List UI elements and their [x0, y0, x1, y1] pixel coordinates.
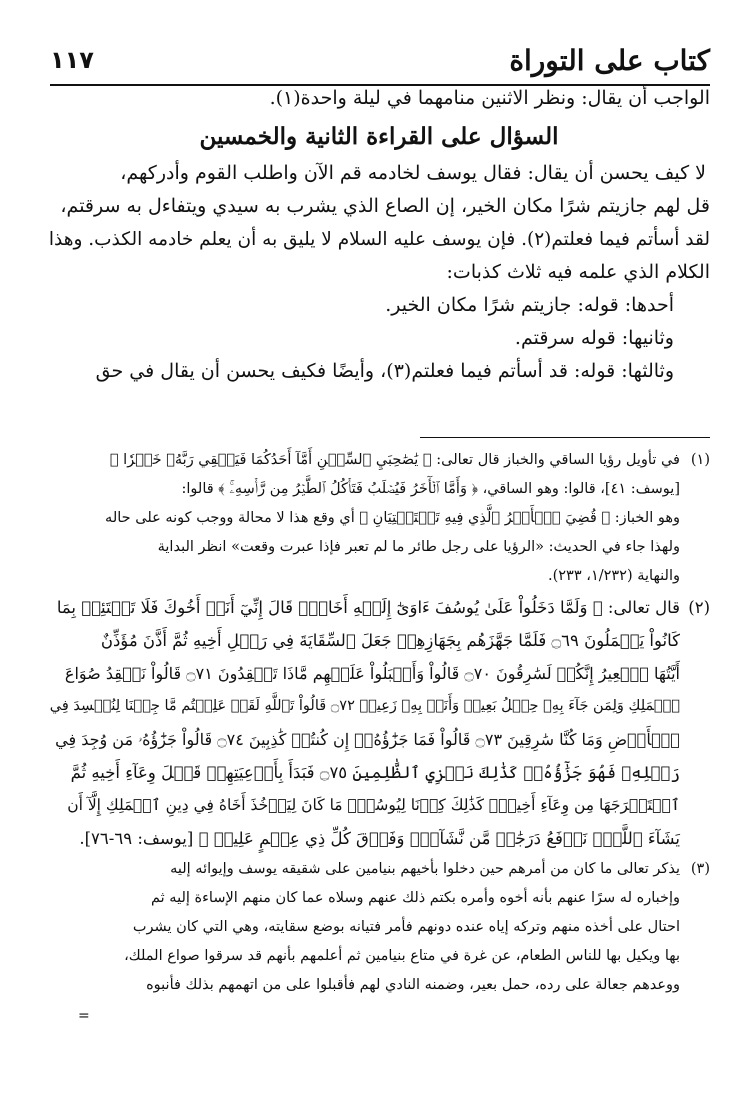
- footnote-line: احتال على أخذه منهم وتركه إياه عنده دونهم فأمر فتيانه بوضع سقايته، وهي التي كان يشرب: [132, 919, 680, 935]
- quran-verse-line: رَحۡلِهِۦ فَهُوَ جَزَٰٓؤُهُۥۚ كَذَٰلِكَ نَجۡزِي ٱلظَّٰلِمِينَ ۝٧٥ فَبَدَأَ بِأَوۡعِيَتِهِمۡ قَبۡلَ وِعَآءِ أَخِيهِ ثُمَّ: [70, 763, 680, 782]
- body-line: لا كيف يحسن أن يقال: فقال يوسف لخادمه قم الآن واطلب القوم وأدركهم،: [120, 162, 706, 184]
- continuation-mark: =: [78, 1008, 90, 1024]
- main-text: [48, 82, 710, 388]
- list-item: وثانيها: قوله سرقتم.: [514, 327, 674, 349]
- footnote-separator: [420, 437, 710, 438]
- quran-verse-line: أَيَّتُهَا ٱلۡعِيرُ إِنَّكُمۡ لَسَٰرِقُونَ ۝٧٠ قَالُواْ وَأَقۡبَلُواْ عَلَيۡهِم مَّاذَا تَفۡقِدُونَ ۝٧١ قَالُواْ نَفۡقِدُ صُوَاعَ: [64, 664, 680, 683]
- page-header: [50, 40, 710, 86]
- quran-verse-line: ٱسۡتَخۡرَجَهَا مِن وِعَآءِ أَخِيهِۚ كَذَٰلِكَ كِدۡنَا لِيُوسُفَۖ مَا كَانَ لِيَأۡخُذَ أَخَاهُ فِي دِينِ ٱلۡمَلِكِ إِلَّآ أَن: [67, 796, 680, 814]
- footnote-line: [يوسف: ٤١]، قالوا: وهو الساقي، ﴿ وَأَمَّا ٱلۡأٓخَرُ فَيُصۡلَبُ فَتَأۡكُلُ ٱلطَّيۡرُ مِن رَّأۡسِهِۦۚ ﴾ قالوا:: [181, 481, 680, 497]
- footnote-line: [48, 446, 710, 475]
- footnotes: [48, 446, 710, 1000]
- footnote-line: وإخباره له سرًا عنهم بأنه أخوه وأمره بكتم ذلك عنهم وسلاه عما كان منهم الإساءة إليه ثم: [151, 890, 680, 906]
- footnote-line: بها ويكيل بها للناس الطعام، عن غرة في متاع بنيامين ثم أعلمهم بأنهم قد سرقوا صواع الملك،: [124, 948, 680, 964]
- footnote-line: ولهذا جاء في الحديث: «الرؤيا على رجل طائر ما لم تعبر فإذا عبرت وقعت» انظر البداية: [157, 539, 680, 555]
- footnote-number: (٣): [690, 861, 710, 877]
- quran-verse-line: كَانُواْ يَعۡمَلُونَ ۝٦٩ فَلَمَّا جَهَّزَهُم بِجَهَازِهِمۡ جَعَلَ ٱلسِّقَايَةَ فِي رَحۡلِ أَخِيهِ ثُمَّ أَذَّنَ مُؤَذِّنٌ: [100, 631, 680, 650]
- footnote-number: (١): [690, 452, 710, 468]
- quran-verse-line: ٱلۡمَلِكِ وَلِمَن جَآءَ بِهِۦ حِمۡلُ بَعِيرٖ وَأَنَا۠ بِهِۦ زَعِيمٞ ۝٧٢ قَالُواْ تَٱللَّهِ لَقَدۡ عَلِمۡتُم مَّا جِئۡنَا لِنُفۡسِدَ فِي: [49, 698, 680, 714]
- page-number: ١١٧: [50, 46, 94, 74]
- body-line: الكلام الذي علمه فيه ثلاث كذبات:: [446, 261, 710, 283]
- footnote-line: [48, 855, 710, 884]
- section-heading: السؤال على القراءة الثانية والخمسين: [199, 123, 559, 150]
- footnote-text: قال تعالى: ﴿ وَلَمَّا دَخَلُواْ عَلَىٰ يُوسُفَ ءَاوَىٰٓ إِلَيۡهِ أَخَاهُۖ قَالَ إِنِّيٓ أَنَا۠ أَخُوكَ فَلَا تَبۡتَئِسۡ بِمَا: [56, 598, 680, 617]
- body-line: لقد أسأتم فيما فعلتم(٢). فإن يوسف عليه السلام لا يليق به أن يعلم خادمه الكذب. وهذا: [48, 229, 710, 250]
- quran-verse-line: يَشَآءَ ٱللَّهُۚ نَرۡفَعُ دَرَجَٰتٖ مَّن نَّشَآءُۗ وَفَوۡقَ كُلِّ ذِي عِلۡمٍ عَلِيمٞ ﴾ [يوسف: ٦٩-٧٦].: [79, 829, 680, 848]
- footnote-line: وهو الخباز: ﴿ قُضِيَ ٱلۡأَمۡرُ ٱلَّذِي فِيهِ تَسۡتَفۡتِيَانِ ﴾ أي وقع هذا لا محالة ووجب كونه على حاله: [105, 510, 680, 526]
- footnote-line: [48, 591, 710, 624]
- footnote-text: يذكر تعالى ما كان من أمرهم حين دخلوا بأخيهم بنيامين على شقيقه يوسف وإيوائه إليه: [170, 861, 680, 877]
- quran-verse-line: ٱلۡأَرۡضِ وَمَا كُنَّا سَٰرِقِينَ ۝٧٣ قَالُواْ فَمَا جَزَٰٓؤُهُۥٓ إِن كُنتُمۡ كَٰذِبِينَ ۝٧٤ قَالُواْ جَزَٰٓؤُهُۥ مَن وُجِدَ فِي: [55, 730, 680, 749]
- body-line: الواجب أن يقال: ونظر الاثنين منامهما في ليلة واحدة(١).: [269, 87, 710, 109]
- footnote-line: والنهاية (١/٢٣٢، ٢٣٣).: [547, 568, 680, 584]
- body-line: قل لهم جازيتم شرًا مكان الخير، إن الصاع الذي يشرب به سيدي ويتفاءل به سرقتم،: [60, 195, 710, 217]
- footnote-number: (٢): [688, 598, 710, 617]
- footnote-text: في تأويل رؤيا الساقي والخباز قال تعالى: ﴿ يَٰصَٰحِبَيِ ٱلسِّجۡنِ أَمَّآ أَحَدُكُمَا فَيَسۡقِي رَبَّهُۥ خَمۡرٗا ﴾: [109, 452, 680, 468]
- list-item: أحدها: قوله: جازيتم شرًا مكان الخير.: [385, 294, 674, 316]
- footnote-line: ووعدهم جعالة على رده، حمل بعير، وضمنه النادي لهم فأقبلوا على من اتهمهم بذلك فأنبوه: [146, 977, 680, 993]
- list-item: وثالثها: قوله: قد أسأتم فيما فعلتم(٣)، وأيضًا فكيف يحسن أن يقال في حق: [95, 360, 674, 382]
- book-title: كتاب على التوراة: [509, 44, 710, 77]
